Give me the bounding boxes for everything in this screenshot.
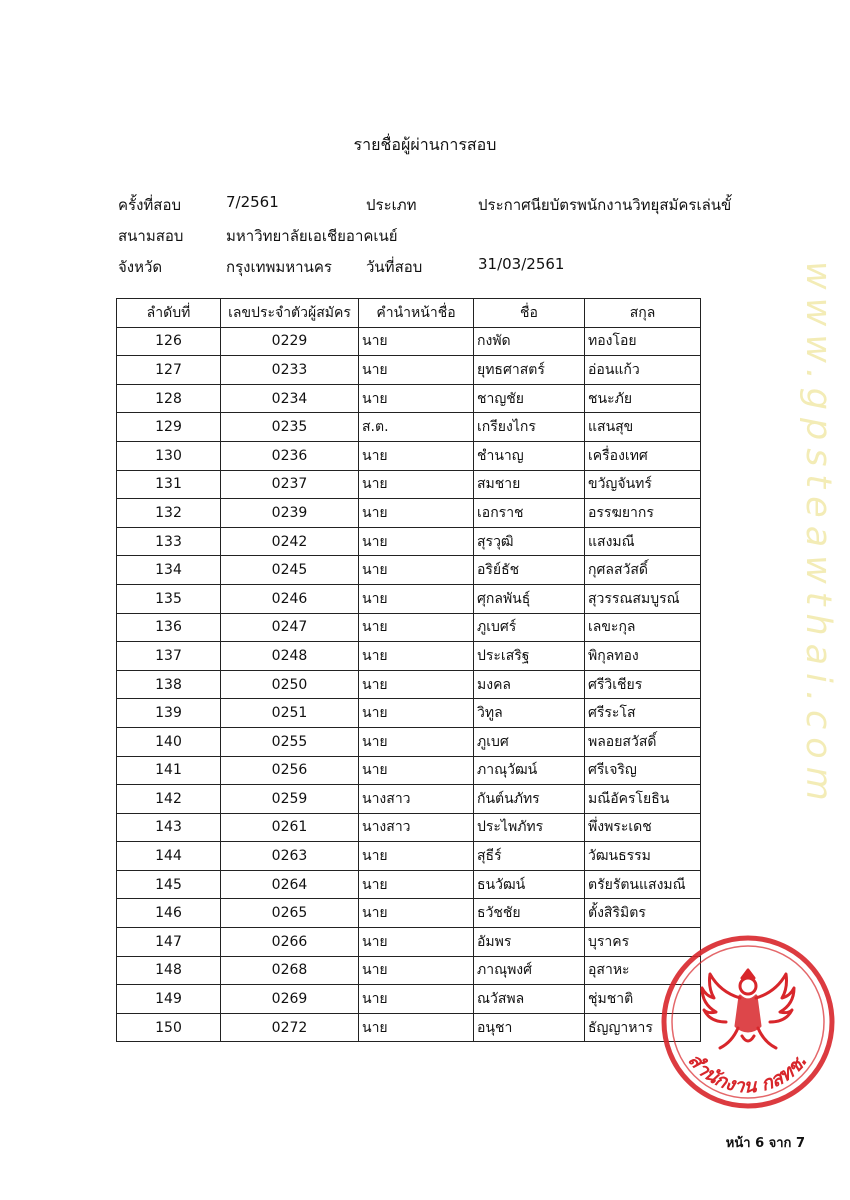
row-order: 139 (117, 699, 221, 728)
row-first-name: กงพัด (474, 327, 585, 356)
row-last-name: อรรฆยากร (585, 499, 701, 528)
table-row (117, 842, 701, 871)
row-order: 147 (117, 928, 221, 957)
row-prefix: นาย (359, 928, 474, 957)
table-row (117, 870, 701, 899)
table-row (117, 699, 701, 728)
row-order: 143 (117, 813, 221, 842)
row-first-name: ภาณุพงศ์ (474, 956, 585, 985)
table-row (117, 642, 701, 671)
row-last-name: อุสาหะ (585, 956, 701, 985)
row-order: 148 (117, 956, 221, 985)
table-row (117, 356, 701, 385)
row-last-name: ธัญญาหาร (585, 1013, 701, 1042)
row-first-name: วิทูล (474, 699, 585, 728)
row-first-name: ภาณุวัฒน์ (474, 756, 585, 785)
table-row (117, 956, 701, 985)
type-value: ประกาศนียบัตรพนักงานวิทยุสมัครเล่นขั้ (478, 196, 732, 214)
table-row (117, 928, 701, 957)
table-row (117, 413, 701, 442)
official-seal (658, 932, 838, 1112)
row-applicant-id: 0236 (221, 441, 359, 470)
row-first-name: ภูเบศ (474, 727, 585, 756)
province-value: กรุงเทพมหานคร (226, 258, 332, 276)
row-applicant-id: 0247 (221, 613, 359, 642)
row-last-name: ศรีวิเชียร (585, 670, 701, 699)
row-order: 141 (117, 756, 221, 785)
table-row (117, 899, 701, 928)
row-prefix: นาย (359, 727, 474, 756)
row-order: 137 (117, 642, 221, 671)
row-prefix: นาย (359, 470, 474, 499)
page-title: รายชื่อผู้ผ่านการสอบ (353, 135, 497, 154)
row-order: 150 (117, 1013, 221, 1042)
row-order: 133 (117, 527, 221, 556)
row-first-name: ศุกลพันธุ์ (474, 584, 585, 613)
date-value: 31/03/2561 (478, 255, 565, 273)
row-last-name: ชุ่มชาติ (585, 985, 701, 1014)
row-applicant-id: 0265 (221, 899, 359, 928)
garuda-emblem-icon (702, 970, 794, 1048)
row-first-name: มงคล (474, 670, 585, 699)
row-order: 140 (117, 727, 221, 756)
row-applicant-id: 0269 (221, 985, 359, 1014)
table-row (117, 584, 701, 613)
page-number: หน้า 6 จาก 7 (725, 1136, 805, 1151)
table-row (117, 327, 701, 356)
row-last-name: กุศลสวัสดิ์ (585, 556, 701, 585)
row-prefix: นางสาว (359, 813, 474, 842)
row-prefix: นาย (359, 699, 474, 728)
row-first-name: ณวัสพล (474, 985, 585, 1014)
row-order: 144 (117, 842, 221, 871)
row-applicant-id: 0263 (221, 842, 359, 871)
table-row (117, 613, 701, 642)
header-last-name: สกุล (585, 299, 701, 328)
row-last-name: วัฒนธรรม (585, 842, 701, 871)
row-prefix: นาย (359, 527, 474, 556)
row-first-name: อัมพร (474, 928, 585, 957)
row-order: 126 (117, 327, 221, 356)
row-applicant-id: 0248 (221, 642, 359, 671)
row-prefix: นาย (359, 327, 474, 356)
row-prefix: นาย (359, 556, 474, 585)
row-first-name: ชาญชัย (474, 384, 585, 413)
row-prefix: นาย (359, 985, 474, 1014)
row-applicant-id: 0229 (221, 327, 359, 356)
row-first-name: อริย์ธัช (474, 556, 585, 585)
row-last-name: แสนสุข (585, 413, 701, 442)
row-order: 129 (117, 413, 221, 442)
row-prefix: นาย (359, 670, 474, 699)
table-row (117, 441, 701, 470)
row-prefix: นางสาว (359, 785, 474, 814)
table-row (117, 527, 701, 556)
row-first-name: ประเสริฐ (474, 642, 585, 671)
row-applicant-id: 0264 (221, 870, 359, 899)
table-row (117, 985, 701, 1014)
table-row (117, 556, 701, 585)
row-order: 132 (117, 499, 221, 528)
row-order: 138 (117, 670, 221, 699)
table-row (117, 670, 701, 699)
row-last-name: ตรัยรัตนแสงมณี (585, 870, 701, 899)
row-last-name: ตั้งสิริมิตร (585, 899, 701, 928)
row-last-name: พึ่งพระเดช (585, 813, 701, 842)
row-applicant-id: 0242 (221, 527, 359, 556)
row-first-name: ประไพภัทร (474, 813, 585, 842)
row-prefix: นาย (359, 441, 474, 470)
row-first-name: สุรวุฒิ (474, 527, 585, 556)
row-applicant-id: 0266 (221, 928, 359, 957)
row-first-name: เกรียงไกร (474, 413, 585, 442)
table-header-row (117, 299, 701, 328)
row-applicant-id: 0251 (221, 699, 359, 728)
row-prefix: นาย (359, 842, 474, 871)
row-applicant-id: 0250 (221, 670, 359, 699)
header-first-name: ชื่อ (474, 299, 585, 328)
row-prefix: นาย (359, 642, 474, 671)
row-order: 142 (117, 785, 221, 814)
row-applicant-id: 0268 (221, 956, 359, 985)
venue-label: สนามสอบ (118, 227, 184, 245)
header-applicant-id: เลขประจำตัวผู้สมัคร (221, 299, 359, 328)
row-prefix: นาย (359, 956, 474, 985)
header-prefix: คำนำหน้าชื่อ (359, 299, 474, 328)
row-order: 135 (117, 584, 221, 613)
row-last-name: พิกุลทอง (585, 642, 701, 671)
row-last-name: เลขะกุล (585, 613, 701, 642)
table-row (117, 384, 701, 413)
row-last-name: มณีอัครโยธิน (585, 785, 701, 814)
row-prefix: ส.ต. (359, 413, 474, 442)
row-first-name: ยุทธศาสตร์ (474, 356, 585, 385)
row-last-name: ขวัญจันทร์ (585, 470, 701, 499)
row-last-name: อ่อนแก้ว (585, 356, 701, 385)
row-prefix: นาย (359, 870, 474, 899)
row-last-name: แสงมณี (585, 527, 701, 556)
province-label: จังหวัด (118, 258, 163, 276)
row-applicant-id: 0245 (221, 556, 359, 585)
row-last-name: บุราคร (585, 928, 701, 957)
venue-value: มหาวิทยาลัยเอเชียอาคเนย์ (226, 227, 398, 245)
row-applicant-id: 0235 (221, 413, 359, 442)
row-first-name: สุธีร์ (474, 842, 585, 871)
round-value: 7/2561 (226, 193, 279, 211)
table-row (117, 727, 701, 756)
table-row (117, 470, 701, 499)
row-applicant-id: 0234 (221, 384, 359, 413)
row-order: 145 (117, 870, 221, 899)
row-first-name: ชำนาญ (474, 441, 585, 470)
row-first-name: สมชาย (474, 470, 585, 499)
seal-text: สำนักงาน กสทช. (683, 1049, 813, 1098)
table-row (117, 1013, 701, 1042)
row-order: 149 (117, 985, 221, 1014)
results-table (116, 298, 701, 1042)
round-label: ครั้งที่สอบ (118, 196, 181, 214)
row-applicant-id: 0255 (221, 727, 359, 756)
type-label: ประเภท (366, 196, 417, 214)
row-first-name: กันต์นภัทร (474, 785, 585, 814)
row-order: 134 (117, 556, 221, 585)
row-prefix: นาย (359, 499, 474, 528)
table-row (117, 813, 701, 842)
row-last-name: สุวรรณสมบูรณ์ (585, 584, 701, 613)
row-applicant-id: 0233 (221, 356, 359, 385)
row-first-name: ธวัชชัย (474, 899, 585, 928)
row-prefix: นาย (359, 1013, 474, 1042)
row-applicant-id: 0256 (221, 756, 359, 785)
row-first-name: ภูเบศร์ (474, 613, 585, 642)
row-applicant-id: 0246 (221, 584, 359, 613)
row-last-name: พลอยสวัสดิ์ (585, 727, 701, 756)
row-last-name: ศรีระโส (585, 699, 701, 728)
row-order: 130 (117, 441, 221, 470)
row-applicant-id: 0261 (221, 813, 359, 842)
row-order: 146 (117, 899, 221, 928)
row-prefix: นาย (359, 613, 474, 642)
row-prefix: นาย (359, 384, 474, 413)
row-applicant-id: 0239 (221, 499, 359, 528)
row-last-name: เครื่องเทศ (585, 441, 701, 470)
row-applicant-id: 0272 (221, 1013, 359, 1042)
row-first-name: เอกราช (474, 499, 585, 528)
header-order: ลำดับที่ (117, 299, 221, 328)
row-applicant-id: 0259 (221, 785, 359, 814)
row-last-name: ชนะภัย (585, 384, 701, 413)
row-prefix: นาย (359, 356, 474, 385)
row-order: 127 (117, 356, 221, 385)
row-order: 128 (117, 384, 221, 413)
row-prefix: นาย (359, 899, 474, 928)
table-row (117, 499, 701, 528)
row-last-name: ทองโอย (585, 327, 701, 356)
date-label: วันที่สอบ (366, 258, 423, 276)
row-first-name: ธนวัฒน์ (474, 870, 585, 899)
row-prefix: นาย (359, 584, 474, 613)
table-row (117, 756, 701, 785)
row-prefix: นาย (359, 756, 474, 785)
row-last-name: ศรีเจริญ (585, 756, 701, 785)
table-row (117, 785, 701, 814)
row-order: 136 (117, 613, 221, 642)
row-applicant-id: 0237 (221, 470, 359, 499)
row-first-name: อนุชา (474, 1013, 585, 1042)
row-order: 131 (117, 470, 221, 499)
watermark-text: www.gpsteawthai.com (798, 261, 838, 809)
